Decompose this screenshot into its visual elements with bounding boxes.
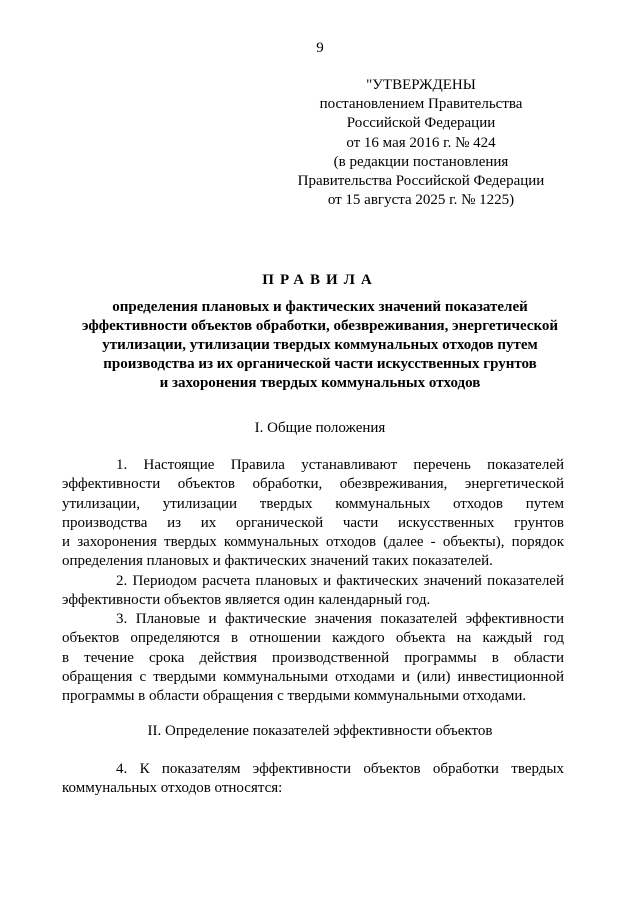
paragraph-line: эффективности объектов является один календарный год. xyxy=(62,592,431,609)
paragraph-line: 1. Настоящие Правила устанавливают перечень показателей xyxy=(116,457,564,473)
paragraph-line: производства из их органической части искусственных грунтов xyxy=(62,514,564,531)
approval-line: Правительства Российской Федерации xyxy=(297,173,545,190)
approval-line: постановлением Правительства xyxy=(319,96,523,113)
paragraph-line: коммунальных отходов относятся: xyxy=(62,780,283,797)
approval-line: от 15 августа 2025 г. № 1225) xyxy=(327,192,515,209)
section-heading-1: I. Общие положения xyxy=(254,420,386,436)
paragraph-line: утилизации, утилизации твердых коммунальных отходов путем xyxy=(62,495,564,512)
subtitle-line: эффективности объектов обработки, обезвреживания, энергетической xyxy=(81,318,559,334)
approval-line: от 16 мая 2016 г. № 424 xyxy=(346,134,496,151)
subtitle-line: определения плановых и фактических значений показателей xyxy=(112,299,528,315)
paragraph-line: обращения с твердыми коммунальными отходами и (или) инвестиционной xyxy=(62,668,564,685)
approval-block xyxy=(296,76,546,210)
paragraph-line: 4. К показателям эффективности объектов обработки твердых xyxy=(116,761,564,777)
paragraph-2 xyxy=(62,572,564,611)
section-heading-2: II. Определение показателей эффективности объектов xyxy=(147,723,493,739)
subtitle-line: утилизации, утилизации твердых коммунальных отходов путем xyxy=(102,337,538,353)
paragraph-1 xyxy=(62,456,564,572)
subtitle-line: производства из их органической части искусственных грунтов xyxy=(103,356,537,372)
paragraph-line: эффективности объектов обработки, обезвреживания, энергетической xyxy=(62,476,564,493)
paragraph-line: в течение срока действия производственной программы в области xyxy=(62,649,564,666)
paragraph-line: и захоронения твердых коммунальных отходов (далее - объекты), порядок xyxy=(62,534,564,551)
paragraph-line: 3. Плановые и фактические значения показателей эффективности xyxy=(116,611,564,627)
paragraph-line: определения плановых и фактических значений таких показателей. xyxy=(62,553,493,570)
subtitle-line: и захоронения твердых коммунальных отходов xyxy=(159,375,481,391)
approval-line: Российской Федерации xyxy=(346,115,496,132)
paragraph-line: программы в области обращения с твердыми коммунальными отходами. xyxy=(62,688,527,705)
paragraph-3 xyxy=(62,610,564,706)
paragraph-line: объектов определяются в отношении каждого объекта на каждый год xyxy=(62,630,564,647)
approval-line: "УТВЕРЖДЕНЫ xyxy=(366,77,476,93)
document-title: ПРАВИЛА xyxy=(262,272,378,288)
approval-line: (в редакции постановления xyxy=(333,153,509,170)
paragraph-4 xyxy=(62,760,564,799)
paragraph-line: 2. Периодом расчета плановых и фактических значений показателей xyxy=(116,573,564,589)
document-subtitle xyxy=(60,298,580,393)
page-number: 9 xyxy=(316,40,324,56)
